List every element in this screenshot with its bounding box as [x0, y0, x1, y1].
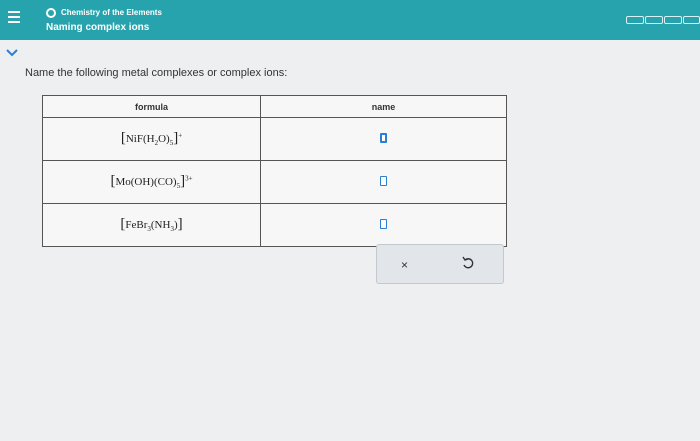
table-row: [43, 161, 507, 204]
formula-cell: $[NiF(H_2O)_5]^+$: [43, 118, 261, 161]
name-cell[interactable]: [261, 161, 507, 204]
formula-cell: $[Mo(OH)(CO)_5]^{3+}$: [43, 161, 261, 204]
progress-segment: [645, 16, 663, 24]
name-input[interactable]: [380, 176, 387, 186]
table-row: [43, 204, 507, 247]
course-title: Chemistry of the Elements: [61, 8, 162, 17]
name-header: name: [261, 96, 507, 118]
table-header-row: [43, 96, 507, 118]
question-area: [0, 40, 700, 441]
action-panel: [376, 244, 504, 284]
progress-segment: [664, 16, 682, 24]
progress-segment: [626, 16, 644, 24]
name-cell[interactable]: [261, 118, 507, 161]
clear-button[interactable]: ×: [401, 258, 409, 272]
question-prompt: Name the following metal complexes or complex ions:: [25, 67, 288, 79]
name-input[interactable]: [380, 133, 387, 143]
top-bar: [0, 0, 700, 40]
answer-table: [42, 95, 507, 247]
topic-title: Naming complex ions: [46, 22, 150, 33]
formula-cell: $[FeBr_3(NH_3)]$: [43, 204, 261, 247]
name-input[interactable]: [380, 219, 387, 229]
circle-icon: [46, 8, 56, 18]
table-row: [43, 118, 507, 161]
name-cell[interactable]: [261, 204, 507, 247]
undo-icon[interactable]: [461, 256, 475, 270]
hamburger-icon[interactable]: [8, 8, 22, 24]
chevron-down-icon[interactable]: [6, 45, 18, 55]
progress-segment: [683, 16, 700, 24]
formula-header: formula: [43, 96, 261, 118]
